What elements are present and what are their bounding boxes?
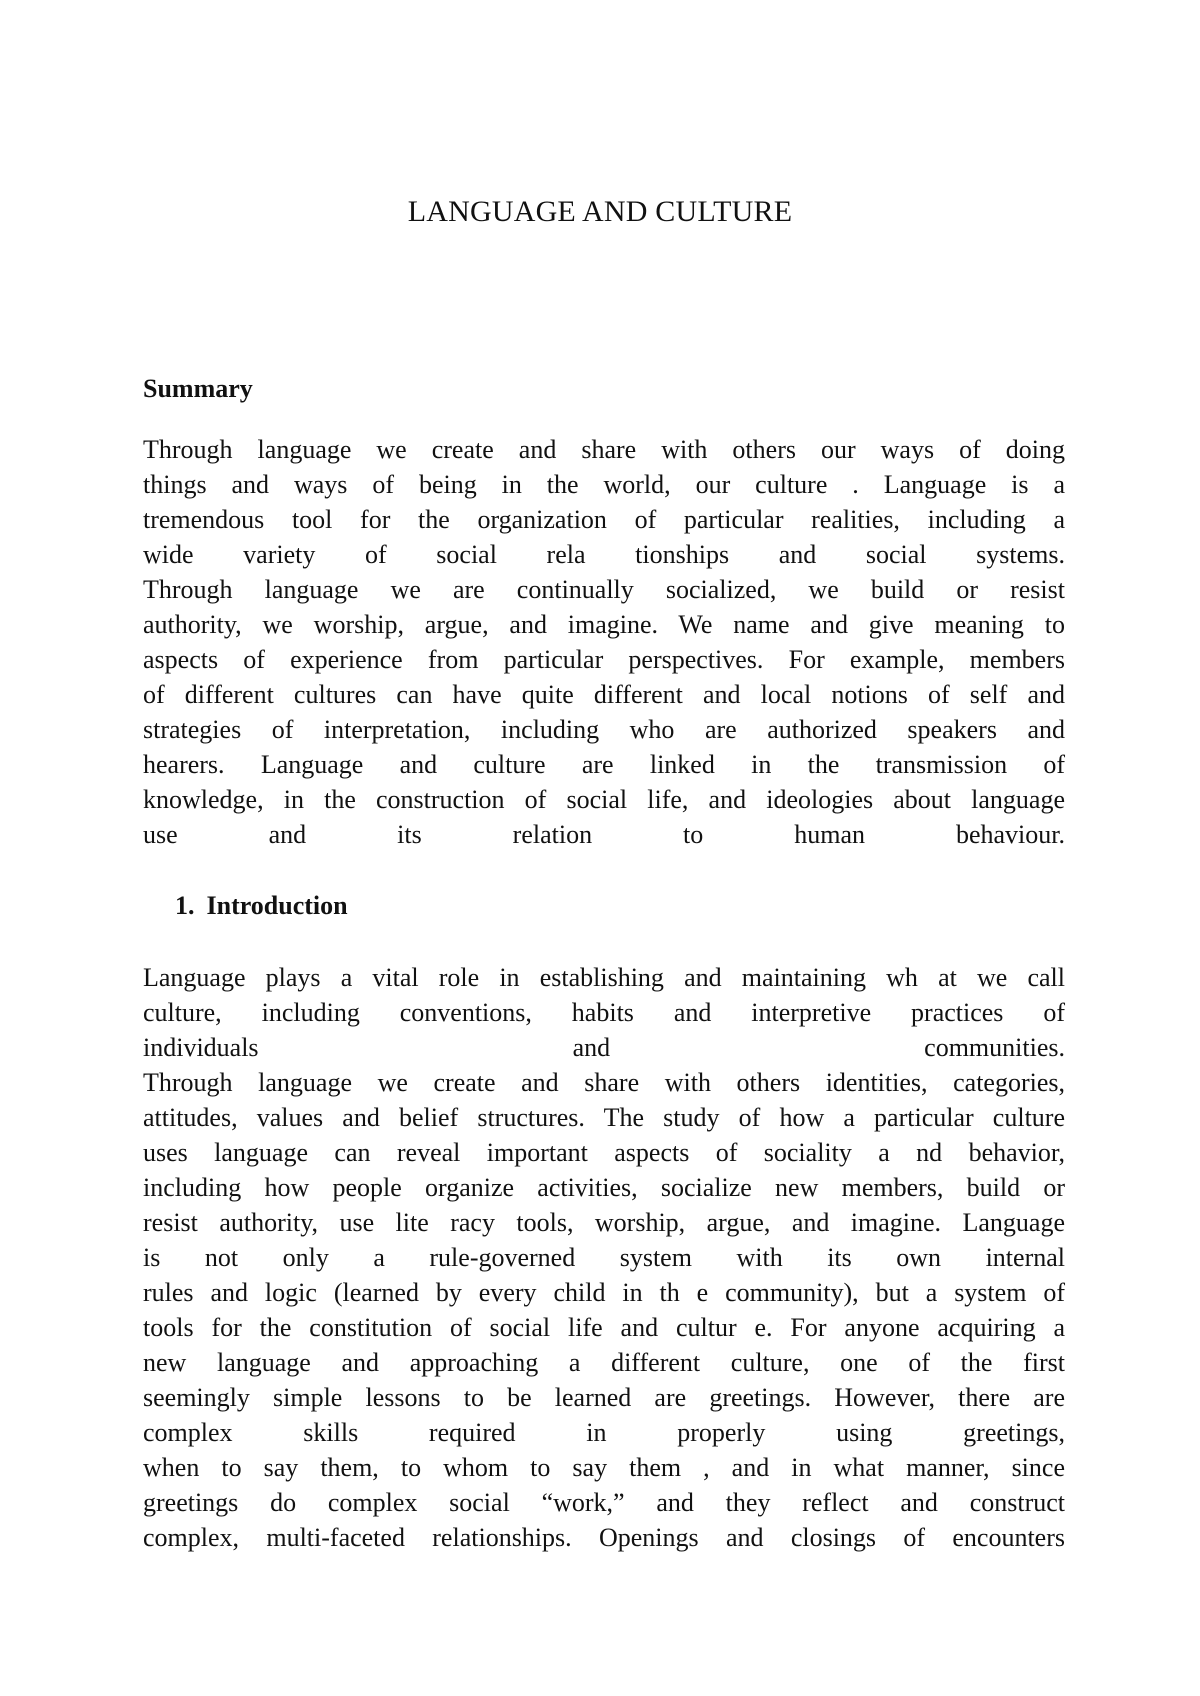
introduction-heading — [175, 889, 348, 923]
introduction-line: including how people organize activities, socialize new members, build or — [143, 1173, 1065, 1202]
summary-line: hearers. Language and culture are linked in the transmission of — [143, 750, 1065, 779]
introduction-line: complex, multi-faceted relationships. Openings and closings of encounters — [143, 1523, 1065, 1552]
summary-line: Through language we create and share with others our ways of doing — [143, 435, 1065, 464]
summary-line: of different cultures can have quite different and local notions of self and — [143, 680, 1065, 709]
introduction-line: when to say them, to whom to say them , and in what manner, since — [143, 1453, 1065, 1482]
summary-line: wide variety of social rela tionships and social systems. — [143, 540, 1065, 569]
summary-heading: Summary — [143, 374, 253, 403]
introduction-paragraph — [143, 960, 1065, 1555]
section-number: 1. — [175, 891, 195, 920]
section-title: Introduction — [206, 891, 348, 920]
summary-line: use and its relation to human behaviour. — [143, 820, 1065, 849]
introduction-line: rules and logic (learned by every child in th e community), but a system of — [143, 1278, 1065, 1307]
summary-line: Through language we are continually socialized, we build or resist — [143, 575, 1065, 604]
summary-line: authority, we worship, argue, and imagine. We name and give meaning to — [143, 610, 1065, 639]
introduction-line: culture, including conventions, habits and interpretive practices of — [143, 998, 1065, 1027]
summary-paragraph — [143, 432, 1065, 852]
summary-line: things and ways of being in the world, our culture . Language is a — [143, 470, 1065, 499]
introduction-line: resist authority, use lite racy tools, worship, argue, and imagine. Language — [143, 1208, 1065, 1237]
introduction-line: tools for the constitution of social life and cultur e. For anyone acquiring a — [143, 1313, 1065, 1342]
introduction-line: Language plays a vital role in establishing and maintaining wh at we call — [143, 963, 1065, 992]
introduction-line: complex skills required in properly using greetings, — [143, 1418, 1065, 1447]
introduction-line: uses language can reveal important aspects of sociality a nd behavior, — [143, 1138, 1065, 1167]
introduction-line: new language and approaching a different culture, one of the first — [143, 1348, 1065, 1377]
document-title: LANGUAGE AND CULTURE — [407, 195, 793, 228]
introduction-line: Through language we create and share with others identities, categories, — [143, 1068, 1065, 1097]
summary-line: tremendous tool for the organization of particular realities, including a — [143, 505, 1065, 534]
summary-line: aspects of experience from particular perspectives. For example, members — [143, 645, 1065, 674]
introduction-line: is not only a rule-governed system with its own internal — [143, 1243, 1065, 1272]
introduction-line: greetings do complex social “work,” and they reflect and construct — [143, 1488, 1065, 1517]
introduction-line: seemingly simple lessons to be learned are greetings. However, there are — [143, 1383, 1065, 1412]
introduction-line: attitudes, values and belief structures. The study of how a particular culture — [143, 1103, 1065, 1132]
summary-line: strategies of interpretation, including who are authorized speakers and — [143, 715, 1065, 744]
introduction-line: individuals and communities. — [143, 1033, 1065, 1062]
summary-line: knowledge, in the construction of social life, and ideologies about language — [143, 785, 1065, 814]
